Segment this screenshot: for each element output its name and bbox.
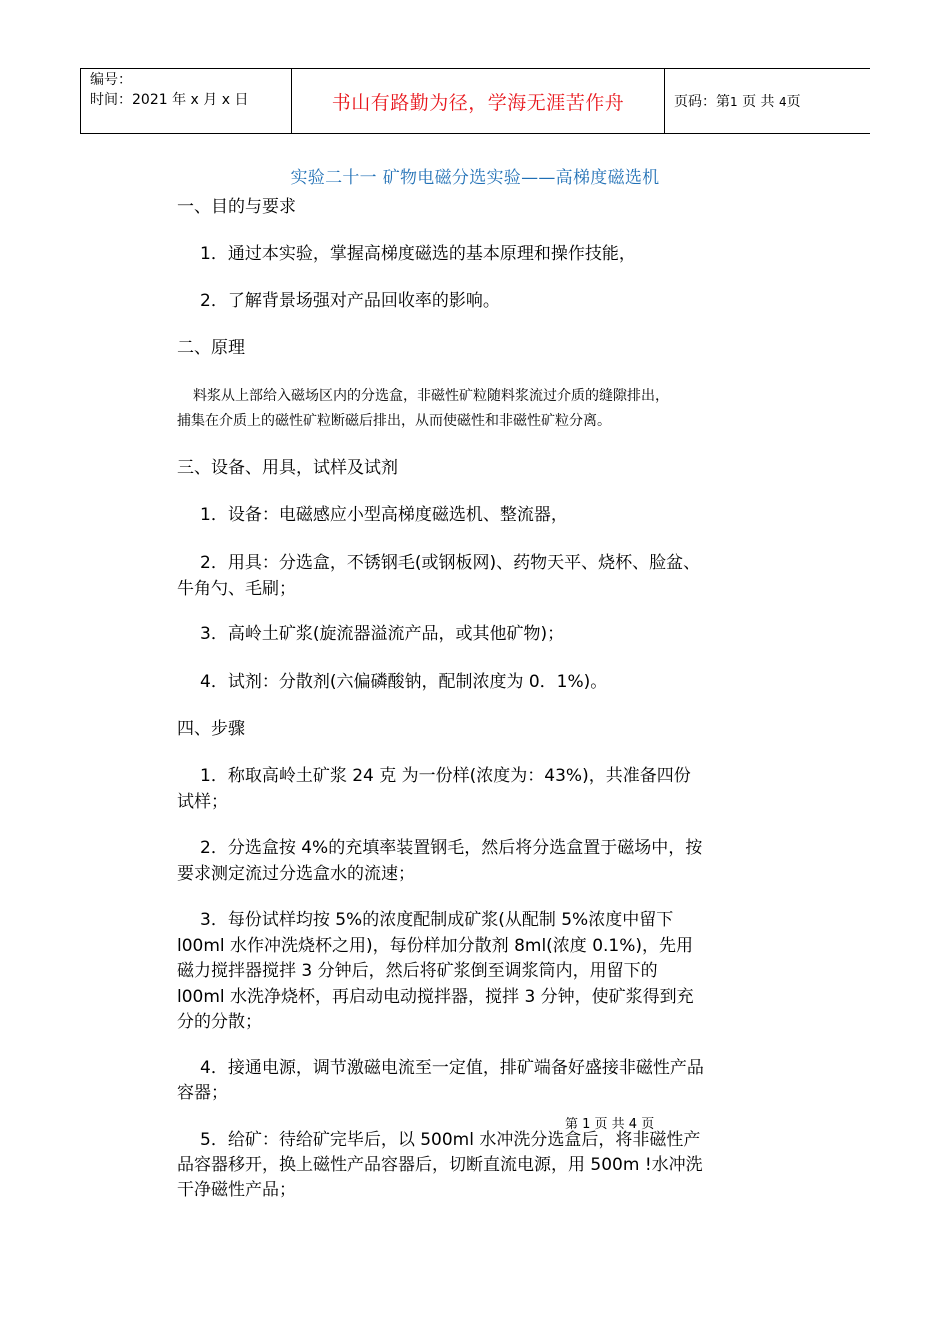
procedure-item-3-line-1: 3．每份试样均按 5%的浓度配制成矿浆(从配制 5%浓度中留下 bbox=[200, 910, 674, 930]
serial-number-label: 编号： bbox=[90, 72, 132, 88]
document-title: 实验二十一 矿物电磁分选实验——高梯度磁选机 bbox=[290, 168, 660, 188]
equipment-item-3: 3．高岭土矿浆(旋流器溢流产品，或其他矿物)； bbox=[200, 624, 565, 644]
procedure-item-2-line-1: 2．分选盒按 4%的充填率装置钢毛，然后将分选盒置于磁场中，按 bbox=[200, 838, 703, 858]
procedure-item-3-line-4: l00ml 水洗净烧杯，再启动电动搅拌器，搅拌 3 分钟，使矿浆得到充 bbox=[177, 987, 694, 1007]
motto-text: 书山有路勤为径，学海无涯苦作舟 bbox=[331, 91, 625, 114]
procedure-item-3-line-2: l00ml 水作冲洗烧杯之用)，每份样加分散剂 8ml(浓度 0.1%)，先用 bbox=[177, 936, 694, 956]
header-meta-cell bbox=[81, 69, 292, 134]
page-number-cell bbox=[665, 69, 871, 134]
section-heading-equipment: 三、设备、用具，试样及试剂 bbox=[177, 458, 398, 478]
procedure-item-4-line-1: 4．接通电源，调节激磁电流至一定值，排矿端备好盛接非磁性产品 bbox=[200, 1058, 704, 1078]
principle-paragraph-line-2: 捕集在介质上的磁性矿粒断磁后排出，从而使磁性和非磁性矿粒分离。 bbox=[177, 413, 611, 429]
equipment-item-2-line-1: 2．用具：分选盒，不锈钢毛(或钢板网)、药物天平、烧杯、脸盆、 bbox=[200, 553, 701, 573]
page-label-prefix: 页码：第 bbox=[674, 94, 730, 110]
equipment-item-1: 1．设备：电磁感应小型高梯度磁选机、整流器， bbox=[200, 505, 568, 525]
procedure-item-5-line-1: 5．给矿：待给矿完毕后，以 500ml 水冲洗分选盒后，将非磁性产 bbox=[200, 1130, 701, 1150]
section-heading-procedure: 四、步骤 bbox=[177, 719, 245, 739]
motto-cell bbox=[292, 69, 665, 134]
header-table bbox=[80, 68, 870, 134]
principle-paragraph-line-1: 料浆从上部给入磁场区内的分选盒，非磁性矿粒随料浆流过介质的缝隙排出， bbox=[193, 388, 669, 404]
procedure-item-2-line-2: 要求测定流过分选盒水的流速； bbox=[177, 864, 415, 884]
page-label-mid: 页 共 bbox=[742, 94, 775, 110]
page-footer-indicator: 第 1 页 共 4 页 bbox=[565, 1117, 655, 1132]
page-total: 4 bbox=[779, 95, 787, 109]
page-label-suffix: 页 bbox=[786, 94, 801, 110]
equipment-item-2-line-2: 牛角勺、毛刷； bbox=[177, 579, 296, 599]
procedure-item-1-line-1: 1．称取高岭土矿浆 24 克 为一份样(浓度为：43%)，共准备四份 bbox=[200, 766, 691, 786]
procedure-item-5-line-3: 干净磁性产品； bbox=[177, 1180, 296, 1200]
section-heading-objectives: 一、目的与要求 bbox=[177, 197, 296, 217]
procedure-item-3-line-5: 分的分散； bbox=[177, 1012, 262, 1032]
objective-item-1: 1．通过本实验，掌握高梯度磁选的基本原理和操作技能， bbox=[200, 244, 636, 264]
page-current: 1 bbox=[730, 95, 738, 109]
section-heading-principle: 二、原理 bbox=[177, 338, 245, 358]
procedure-item-3-line-3: 磁力搅拌器搅拌 3 分钟后，然后将矿浆倒至调浆筒内，用留下的 bbox=[177, 961, 658, 981]
objective-item-2: 2．了解背景场强对产品回收率的影响。 bbox=[200, 291, 500, 311]
procedure-item-5-line-2: 品容器移开，换上磁性产品容器后，切断直流电源，用 500m !水冲洗 bbox=[177, 1155, 703, 1175]
procedure-item-1-line-2: 试样； bbox=[177, 792, 228, 812]
date-label: 时间：2021 年 x 月 x 日 bbox=[90, 92, 249, 108]
procedure-item-4-line-2: 容器； bbox=[177, 1083, 228, 1103]
equipment-item-4: 4．试剂：分散剂(六偏磷酸钠，配制浓度为 0．1%)。 bbox=[200, 672, 608, 692]
